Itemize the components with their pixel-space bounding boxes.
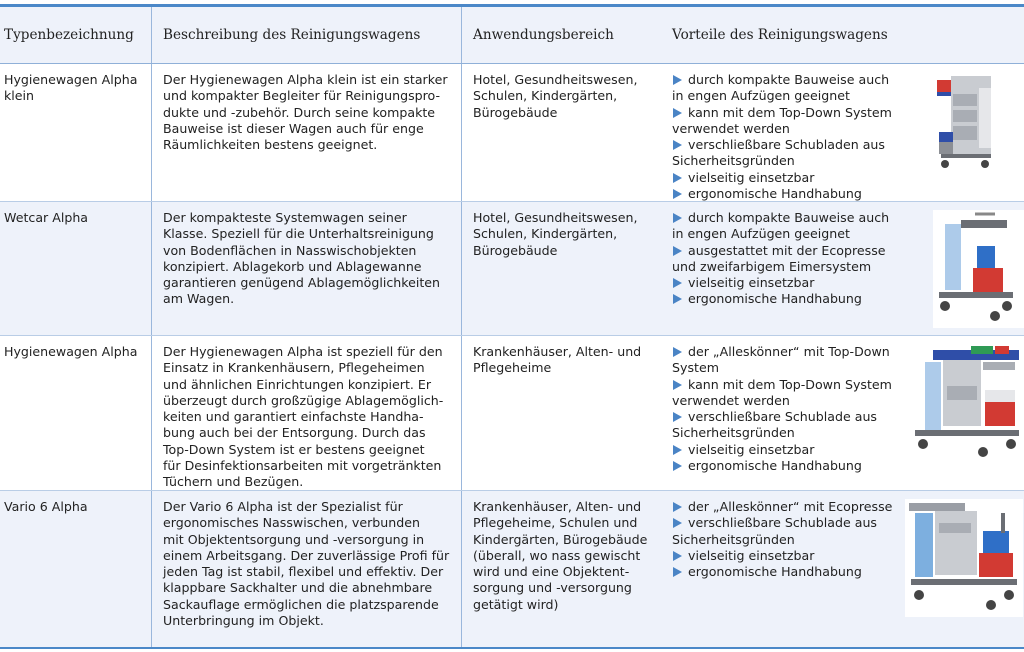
product-image-cell [905, 202, 1024, 335]
bullet-triangle-icon [673, 518, 682, 528]
benefit-item: vielseitig einsetzbar [672, 548, 905, 564]
cleaning-cart-image [935, 72, 997, 184]
benefit-item: ausgestattet mit der Ecopresse [672, 243, 905, 259]
table-bottom-rule [0, 647, 1024, 649]
bullet-triangle-icon [673, 461, 682, 471]
bullet-triangle-icon [673, 445, 682, 455]
benefit-item: verschließbare Schubladen aus [672, 137, 905, 153]
type-name: Vario 6 Alpha [4, 499, 88, 514]
benefit-item: ergonomische Handhabung [672, 291, 905, 307]
benefit-item: der „Alleskönner“ mit Top-Down [672, 344, 905, 360]
benefit-item: der „Alleskönner“ mit Ecopresse [672, 499, 905, 515]
description: Der kompakteste Systemwagen seiner Klasse. Speziell für die Unterhaltsreinigung von Bodenflächen in Nasswischobjekten konzipiert. Ablagekorb und Ablagewanne garantieren genügend Ablagemöglichkeiten am Wagen. [151, 202, 461, 335]
bullet-triangle-icon [673, 294, 682, 304]
type-name: Hygienewagen Alpha klein [4, 72, 138, 104]
type-name: Wetcar Alpha [4, 210, 89, 225]
header-application: Anwendungsbereich [461, 7, 661, 63]
table-row [0, 491, 1024, 647]
benefit-item: verschließbare Schublade aus [672, 515, 905, 531]
header-image [905, 7, 1024, 63]
benefit-item: verschließbare Schublade aus [672, 409, 905, 425]
bullet-triangle-icon [673, 75, 682, 85]
table-row [0, 336, 1024, 491]
bullet-triangle-icon [673, 380, 682, 390]
cleaning-cart-image [905, 499, 1023, 617]
header-benefits: Vorteile des Reinigungswagens [672, 27, 888, 43]
benefit-item: vielseitig einsetzbar [672, 275, 905, 291]
benefit-item: durch kompakte Bauweise auch [672, 72, 905, 88]
bullet-triangle-icon [673, 567, 682, 577]
benefit-item: kann mit dem Top-Down System [672, 377, 905, 393]
bullet-triangle-icon [673, 278, 682, 288]
header-type-name: Typenbezeichnung [4, 27, 134, 43]
header-description: Beschreibung des Reinigungswagens [151, 7, 461, 63]
benefit-item: kann mit dem Top-Down System [672, 105, 905, 121]
bullet-triangle-icon [673, 551, 682, 561]
product-image-cell [905, 64, 1024, 201]
benefit-item: vielseitig einsetzbar [672, 442, 905, 458]
product-image-cell [905, 491, 1024, 647]
description: Der Hygienewagen Alpha klein ist ein starker und kompakter Begleiter für Reinigungspro- dukte und -zubehör. Durch seine kompakte Bauweise ist dieser Wagen auch für enge Räumlichkeiten bestens geeignet. [151, 64, 461, 201]
benefits-list: durch kompakte Bauweise auch in engen Aufzügen geeignet ausgestattet mit der Ecopresse und zweifarbigem Eimersystem vielseitig einsetzbar ergonomische Handhabung [661, 202, 905, 335]
product-image-cell [905, 336, 1024, 490]
application-area: Hotel, Gesundheitswesen, Schulen, Kindergärten, Bürogebäude [461, 64, 661, 201]
benefits-list: der „Alleskönner“ mit Top-Down System kann mit dem Top-Down System verwendet werden verschließbare Schublade aus Sicherheitsgründen vielseitig einsetzbar ergonomische Handhabung [661, 336, 905, 490]
table-header-row [0, 7, 1024, 64]
bullet-triangle-icon [673, 189, 682, 199]
bullet-triangle-icon [673, 173, 682, 183]
type-name: Hygienewagen Alpha [4, 344, 138, 359]
application-area: Hotel, Gesundheitswesen, Schulen, Kindergärten, Bürogebäude [461, 202, 661, 335]
bullet-triangle-icon [673, 502, 682, 512]
description: Der Hygienewagen Alpha ist speziell für den Einsatz in Krankenhäusern, Pflegeheimen und ähnlichen Einrichtungen konzipiert. Er überzeugt durch großzügige Ablagemöglich- keiten und garantiert einfachste Handha- bung auch bei der Entsorgung. Durch das Top-Down System ist er bestens geeignet für Desinfektionsarbeiten mit vorgetränkten Tüchern und Bezügen. [151, 336, 461, 490]
application-area: Krankenhäuser, Alten- und Pflegeheime, Schulen und Kindergärten, Bürogebäude (überall, wo nass gewischt wird und eine Objektent- sorgung und -versorgung getätigt wird) [461, 491, 661, 647]
benefit-item: ergonomische Handhabung [672, 186, 905, 202]
benefits-list: der „Alleskönner“ mit Ecopresse verschließbare Schublade aus Sicherheitsgründen vielseitig einsetzbar ergonomische Handhabung [661, 491, 905, 647]
benefit-item: ergonomische Handhabung [672, 564, 905, 580]
bullet-triangle-icon [673, 108, 682, 118]
bullet-triangle-icon [673, 246, 682, 256]
benefit-item: vielseitig einsetzbar [672, 170, 905, 186]
benefits-list: durch kompakte Bauweise auch in engen Aufzügen geeignet kann mit dem Top-Down System verwendet werden verschließbare Schubladen aus Sicherheitsgründen vielseitig einsetzbar ergonomische Handhabung [661, 64, 905, 201]
cleaning-cart-image [933, 210, 1024, 328]
table-row [0, 202, 1024, 336]
cleaning-cart-image [911, 346, 1023, 458]
bullet-triangle-icon [673, 213, 682, 223]
application-area: Krankenhäuser, Alten- und Pflegeheime [461, 336, 661, 490]
description: Der Vario 6 Alpha ist der Spezialist für ergonomisches Nasswischen, verbunden mit Objektentsorgung und -versorgung in einem Arbeitsgang. Der zuverlässige Profi für jeden Tag ist stabil, flexibel und effektiv. Der klappbare Sackhalter und die abnehmbare Sackauflage ermöglichen die platzsparende Unterbringung im Objekt. [151, 491, 461, 647]
benefit-item: durch kompakte Bauweise auch [672, 210, 905, 226]
bullet-triangle-icon [673, 140, 682, 150]
bullet-triangle-icon [673, 412, 682, 422]
bullet-triangle-icon [673, 347, 682, 357]
table-row [0, 64, 1024, 202]
benefit-item: ergonomische Handhabung [672, 458, 905, 474]
